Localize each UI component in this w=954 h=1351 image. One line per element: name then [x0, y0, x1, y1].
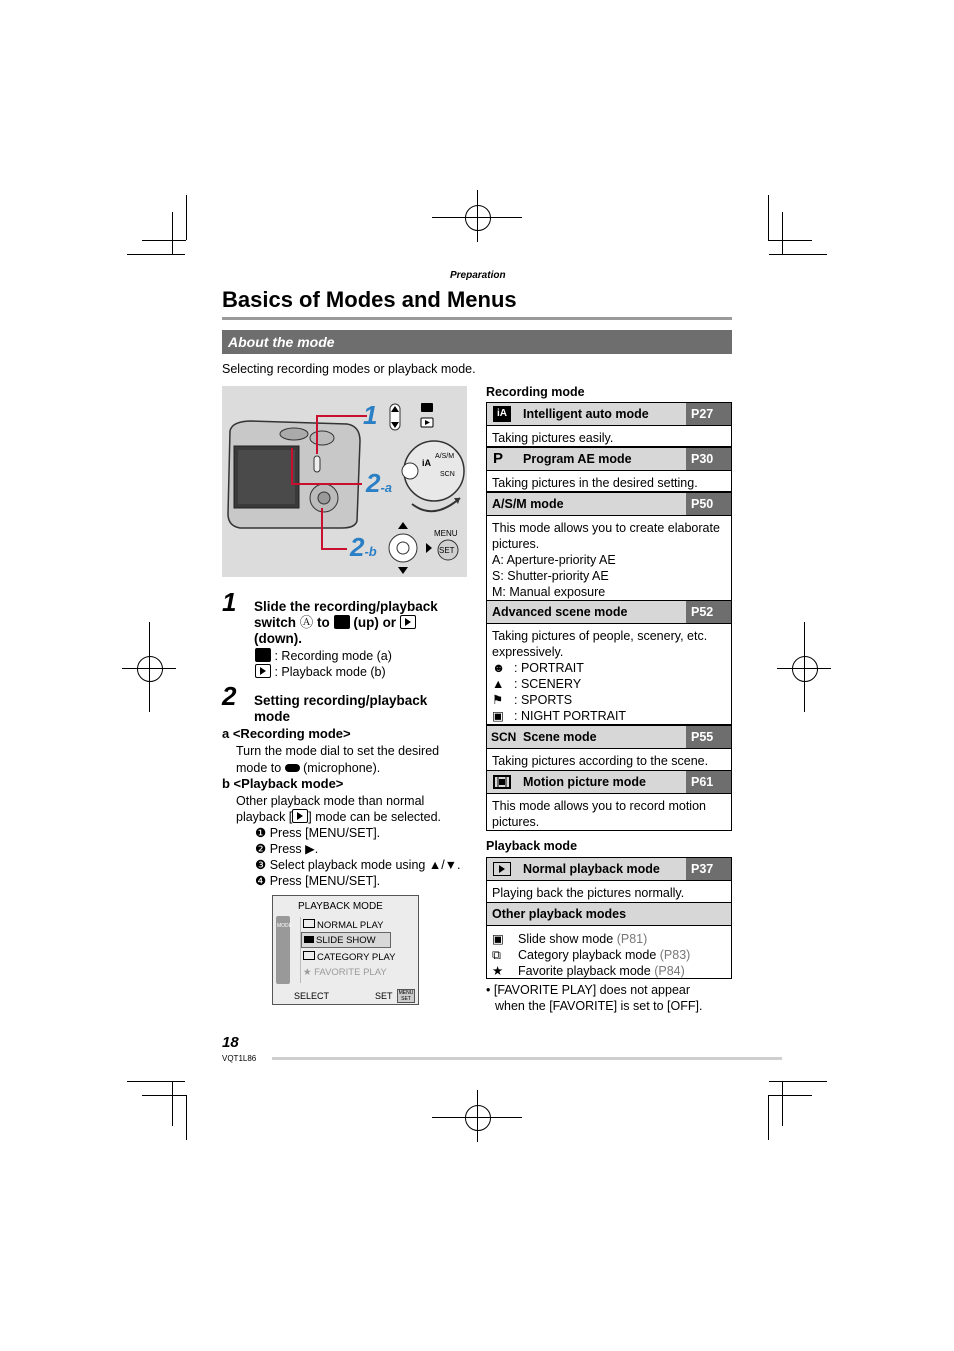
mode-name: Intelligent auto mode	[523, 407, 649, 421]
callout-2a-number: 2	[366, 468, 381, 498]
page-title: Basics of Modes and Menus	[222, 287, 517, 312]
item-text: Favorite playback mode	[518, 964, 651, 978]
step-1-heading-line2	[254, 615, 416, 631]
mode-name: Program AE mode	[523, 452, 632, 466]
camera-illustration	[222, 386, 467, 577]
playback-mode-lcd	[272, 895, 419, 1005]
svg-text:A/S/M: A/S/M	[435, 453, 455, 460]
svg-text:SCN: SCN	[440, 471, 455, 478]
svg-text:iA: iA	[422, 458, 431, 468]
portrait-icon: ☻	[492, 661, 506, 675]
step-1-to-word: to	[317, 615, 330, 630]
description-line: S: Shutter-priority AE	[492, 569, 609, 583]
playback-mode-text1: Other playback mode than normal	[236, 794, 425, 808]
callout-2b	[350, 532, 377, 563]
mode-description	[487, 516, 731, 604]
mode-name: Motion picture mode	[523, 775, 646, 789]
page-ref: P52	[686, 601, 731, 623]
substep-bullet: ❸	[255, 858, 267, 872]
playback-mode-text2a: playback [	[236, 810, 293, 824]
mode-description: Playing back the pictures normally.	[492, 886, 685, 900]
camera-icon	[255, 648, 271, 662]
scene-label: : SPORTS	[514, 693, 573, 707]
slide-show-icon: ▣	[492, 932, 504, 946]
scenery-icon: ▲	[492, 677, 505, 691]
description-line: pictures.	[492, 815, 540, 829]
mode-name: Advanced scene mode	[492, 605, 628, 619]
table-scene-mode	[486, 725, 732, 771]
page-ref: P30	[686, 448, 731, 470]
lcd-item-label: SLIDE SHOW	[316, 935, 376, 946]
subsection-title: About the mode	[228, 334, 335, 350]
callout-2b-suffix: -b	[364, 544, 377, 559]
step-1-up-word: (up) or	[353, 615, 397, 630]
scene-scenery	[492, 676, 726, 692]
item-text: Slide show mode	[518, 932, 614, 946]
step-1-heading-line3: (down).	[254, 631, 302, 646]
substep-4	[255, 873, 380, 889]
description-line: pictures.	[492, 537, 540, 551]
recording-mode-text2	[236, 760, 380, 776]
callout-2a	[366, 468, 392, 499]
table-header	[487, 771, 731, 794]
scene-night-portrait	[492, 708, 726, 724]
page-number: 18	[222, 1034, 239, 1051]
table-advanced-scene	[486, 600, 732, 725]
substep-bullet: ❶	[255, 826, 267, 840]
substep-2	[255, 841, 318, 857]
lcd-item-label: CATEGORY PLAY	[317, 952, 396, 963]
mode-name: Scene mode	[523, 730, 597, 744]
page-ref: P61	[686, 771, 731, 793]
recording-mode-text1: Turn the mode dial to set the desired	[236, 744, 440, 758]
scene-portrait	[492, 660, 726, 676]
subsection-banner	[222, 330, 732, 354]
category-playback-icon: ⧉	[492, 948, 501, 962]
playback-icon	[400, 615, 416, 629]
substep-text: Press ▶.	[269, 842, 319, 856]
lcd-menu-set-badge	[397, 989, 415, 1003]
table-header	[487, 403, 731, 426]
step-2-number: 2	[222, 681, 237, 711]
table-header	[487, 726, 731, 749]
recording-mode-text2b: (microphone).	[303, 761, 381, 775]
table-header	[487, 858, 731, 881]
other-item-slide-show	[492, 931, 726, 947]
favorite-note-line1: • [FAVORITE PLAY] does not appear	[486, 983, 691, 997]
table-other-playback	[486, 902, 732, 979]
page-ref: P37	[686, 858, 731, 880]
lcd-side-tab-label: MODE	[277, 923, 292, 929]
step-1-switch-word: switch	[254, 615, 297, 630]
mode-description: Taking pictures according to the scene.	[492, 754, 709, 768]
callout-2b-number: 2	[350, 532, 365, 562]
playback-mode-label: Playback mode	[486, 839, 578, 853]
playback-mode-text2b: ] mode can be selected.	[308, 810, 442, 824]
playback-mode-text2	[236, 809, 441, 825]
description-line: Taking pictures of people, scenery, etc.	[492, 629, 708, 643]
step-1-circled-a: Ⓐ	[299, 615, 314, 630]
section-label: Preparation	[450, 270, 506, 281]
lcd-menu-word: MENU	[398, 990, 414, 996]
table-normal-playback	[486, 857, 732, 903]
playback-mode-subtitle: b <Playback mode>	[222, 776, 344, 791]
camera-figure	[222, 386, 467, 577]
intro-text: Selecting recording modes or playback mode.	[222, 362, 476, 376]
model-code: VQT1L86	[222, 1054, 257, 1063]
program-ae-icon: P	[493, 450, 504, 467]
step-2-heading-line1: Setting recording/playback	[254, 693, 428, 708]
substep-text: Press [MENU/SET].	[269, 826, 381, 840]
step-2-heading-line2: mode	[254, 709, 291, 724]
step-1-record-line	[255, 648, 392, 664]
lcd-item-label: FAVORITE PLAY	[314, 967, 387, 978]
mode-description	[487, 926, 731, 983]
playback-icon	[493, 862, 511, 876]
table-header	[487, 493, 731, 516]
table-header	[487, 601, 731, 624]
lcd-item-slide-show	[301, 932, 391, 948]
substep-bullet: ❷	[255, 842, 267, 856]
mode-name: Normal playback mode	[523, 862, 660, 876]
lcd-item-favorite-play: ★ FAVORITE PLAY	[303, 967, 387, 978]
description-line: A: Aperture-priority AE	[492, 553, 616, 567]
mode-description	[487, 624, 731, 728]
lcd-select-label: SELECT	[294, 991, 330, 1001]
page-ref: P55	[686, 726, 731, 748]
item-text: Category playback mode	[518, 948, 657, 962]
scene-mode-icon: SCN	[491, 730, 517, 744]
step-1-playback-line	[255, 664, 386, 680]
lcd-title: PLAYBACK MODE	[298, 901, 383, 912]
mode-description: Taking pictures in the desired setting.	[492, 476, 698, 490]
substep-1	[255, 825, 380, 841]
substep-bullet: ❹	[255, 874, 267, 888]
callout-1: 1	[363, 400, 378, 430]
scene-label: : PORTRAIT	[514, 661, 584, 675]
substep-3	[255, 857, 461, 873]
other-item-favorite	[492, 963, 726, 979]
mode-name: A/S/M mode	[492, 497, 564, 511]
playback-icon	[292, 809, 308, 823]
intelligent-auto-icon: iA	[493, 406, 511, 422]
microphone-icon	[285, 764, 300, 772]
camera-icon	[334, 615, 350, 629]
substep-text: Press [MENU/SET].	[269, 874, 381, 888]
mode-name: Other playback modes	[492, 907, 627, 921]
recording-mode-subtitle: a <Recording mode>	[222, 726, 351, 741]
scene-label: : NIGHT PORTRAIT	[514, 709, 627, 723]
table-header	[487, 448, 731, 471]
step-1-record-text: : Recording mode (a)	[274, 649, 392, 663]
recording-mode-text2a: mode to	[236, 761, 282, 775]
table-motion-picture	[486, 770, 732, 831]
night-portrait-icon: ▣	[492, 709, 504, 723]
description-line: This mode allows you to record motion	[492, 799, 706, 813]
step-1-heading-line1: Slide the recording/playback	[254, 599, 438, 614]
lcd-item-normal-play	[303, 919, 384, 931]
other-item-category	[492, 947, 726, 963]
favorite-note-line2: when the [FAVORITE] is set to [OFF].	[495, 999, 703, 1013]
footer-rule	[272, 1057, 782, 1060]
table-asm-mode	[486, 492, 732, 601]
step-1-number: 1	[222, 587, 237, 617]
mode-description	[487, 794, 731, 834]
description-line: This mode allows you to create elaborate	[492, 521, 720, 535]
mode-description: Taking pictures easily.	[492, 431, 614, 445]
page-ref: (P81)	[616, 932, 648, 946]
table-program-ae	[486, 447, 732, 492]
substep-text: Select playback mode using ▲/▼.	[269, 858, 461, 872]
sports-icon: ⚑	[492, 693, 504, 707]
lcd-menu-list	[300, 917, 419, 983]
svg-text:SET: SET	[439, 546, 455, 555]
lcd-side-tabs	[276, 916, 290, 984]
step-1-playback-text: : Playback mode (b)	[274, 665, 386, 679]
lcd-set-label: SET	[375, 991, 393, 1001]
star-icon: ★	[492, 964, 504, 978]
scene-label: : SCENERY	[514, 677, 582, 691]
scene-sports	[492, 692, 726, 708]
callout-2a-suffix: -a	[380, 480, 393, 495]
page-ref: (P83)	[659, 948, 691, 962]
table-header	[487, 903, 731, 926]
motion-picture-icon	[493, 774, 511, 790]
page-ref: P27	[686, 403, 731, 425]
title-rule	[222, 317, 732, 320]
menu-label: MENU	[434, 529, 458, 538]
description-line: M: Manual exposure	[492, 585, 606, 599]
playback-icon	[255, 664, 271, 678]
recording-mode-label: Recording mode	[486, 385, 585, 399]
lcd-item-label: NORMAL PLAY	[317, 920, 384, 931]
page-ref: (P84)	[654, 964, 685, 978]
table-intelligent-auto	[486, 402, 732, 447]
lcd-item-category-play	[303, 951, 396, 963]
lcd-set-word: SET	[401, 996, 411, 1002]
description-line: expressively.	[492, 645, 564, 659]
page-ref: P50	[686, 493, 731, 515]
